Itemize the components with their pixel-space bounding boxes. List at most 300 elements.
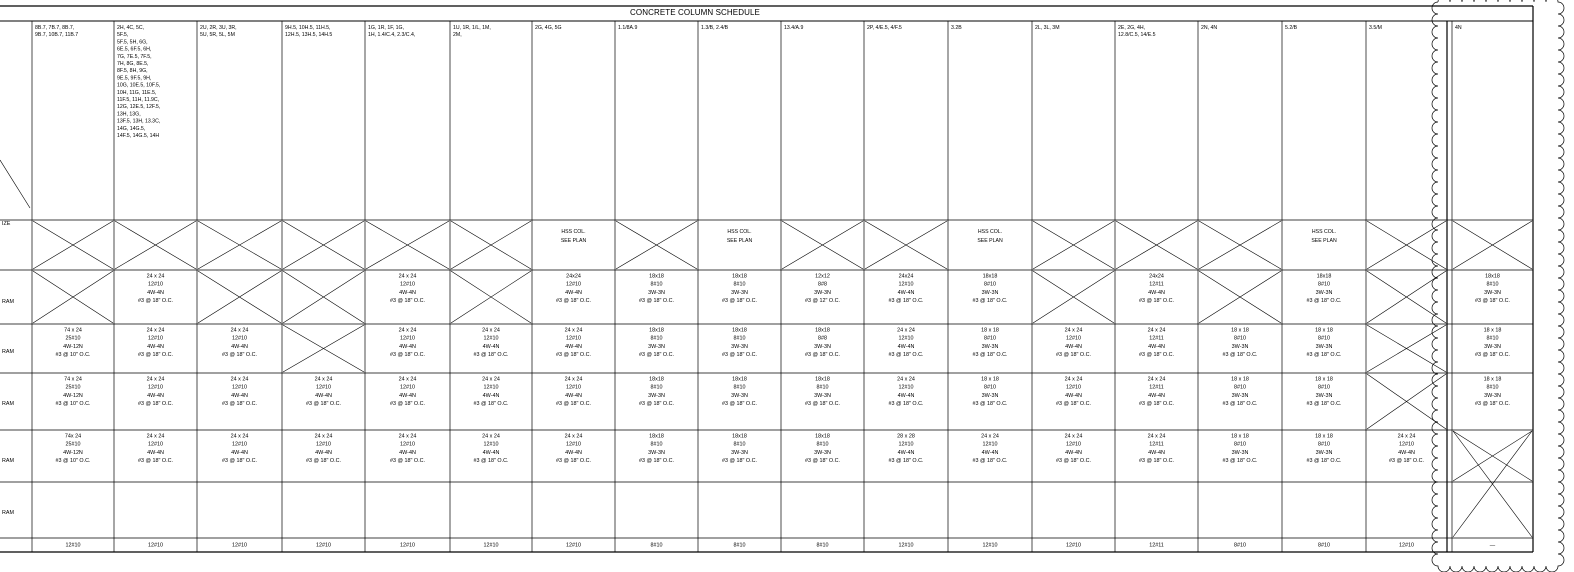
column-mark-label: 9E.5, 9F.5, 9H, <box>117 75 152 82</box>
reinforcement-spec: 18x18 <box>815 433 830 440</box>
reinforcement-spec: 8#10 <box>1318 441 1330 448</box>
reinforcement-spec: 12#10 <box>1066 384 1081 391</box>
reinforcement-spec: #3 @ 18" O.C. <box>888 352 924 359</box>
column-mark-label: 2G, 4G, 5G <box>535 25 562 31</box>
base-bar-count: 8#10 <box>1318 542 1330 549</box>
reinforcement-spec: #3 @ 18" O.C. <box>556 458 591 465</box>
reinforcement-spec: 3W-3N <box>814 392 831 399</box>
column-mark-label: 9B.7, 10B.7, 11B.7 <box>35 32 79 39</box>
reinforcement-spec: #3 @ 18" O.C. <box>473 352 509 359</box>
reinforcement-spec: 18x18 <box>1316 273 1332 280</box>
base-bar-count: 12#10 <box>566 542 581 549</box>
column-mark-label: 11F.5, 11H, 11.9C, <box>117 97 160 103</box>
reinforcement-spec: 18 x 18 <box>1231 376 1249 383</box>
reinforcement-spec: #3 @ 18" O.C. <box>972 298 1008 305</box>
reinforcement-spec: #3 @ 18" O.C. <box>138 458 173 465</box>
reinforcement-spec: 18 x 18 <box>1483 327 1502 334</box>
no-column-cross <box>366 221 449 269</box>
reinforcement-spec: #3 @ 18" O.C. <box>1222 352 1258 359</box>
row-label: IZE <box>2 221 11 227</box>
reinforcement-spec: #3 @ 18" O.C. <box>222 458 257 465</box>
reinforcement-spec: #3 @ 18" O.C. <box>1056 458 1091 465</box>
reinforcement-spec: 24 x 24 <box>1147 376 1166 383</box>
reinforcement-spec: 4W-4N <box>1148 392 1165 399</box>
reinforcement-spec: 24 x 24 <box>1064 327 1083 334</box>
no-column-cross <box>283 271 364 323</box>
reinforcement-spec: 3W-3N <box>1315 289 1333 296</box>
size-note: HSS COL. <box>727 229 752 235</box>
reinforcement-spec: 12#11 <box>1149 441 1164 448</box>
reinforcement-spec: 4W-4N <box>897 343 915 350</box>
row-label: RAM <box>2 299 14 305</box>
reinforcement-spec: #3 @ 18" O.C. <box>972 401 1008 408</box>
column-mark-label: 2P, 4/E.5, 4/F.5 <box>867 25 902 31</box>
reinforcement-spec: #3 @ 18" O.C. <box>306 401 341 408</box>
reinforcement-spec: #3 @ 18" O.C. <box>1222 458 1258 465</box>
reinforcement-spec: 8#10 <box>816 384 829 391</box>
reinforcement-spec: #3 @ 10" O.C. <box>55 401 91 408</box>
reinforcement-spec: 12#10 <box>982 441 998 448</box>
reinforcement-spec: 4W-4N <box>399 343 416 350</box>
column-mark-label: 14F.5, 14G.5, 14H <box>117 133 160 139</box>
no-column-cross <box>1453 431 1532 481</box>
reinforcement-spec: 4W-4N <box>565 289 582 296</box>
reinforcement-spec: 25#10 <box>65 441 81 448</box>
reinforcement-spec: 12#11 <box>1149 384 1164 391</box>
reinforcement-spec: 4W-4N <box>399 449 416 456</box>
base-bar-count: 12#10 <box>483 542 499 549</box>
reinforcement-spec: 24 x 24 <box>482 327 500 334</box>
reinforcement-spec: 12#10 <box>566 441 581 448</box>
size-note: SEE PLAN <box>726 238 753 244</box>
no-column-cross <box>115 221 196 269</box>
reinforcement-spec: 18x18 <box>1485 273 1500 280</box>
reinforcement-spec: #3 @ 18" O.C. <box>1475 298 1510 305</box>
reinforcement-spec: 3W-3N <box>981 392 999 399</box>
column-mark-label: 2U, 2R, 3U, 3R, <box>200 25 237 31</box>
base-bar-count: 12#11 <box>1149 542 1164 549</box>
reinforcement-spec: 8#10 <box>816 441 829 448</box>
row-label: RAM <box>2 349 14 355</box>
reinforcement-spec: 24 x 24 <box>314 433 333 440</box>
reinforcement-spec: 8#10 <box>650 281 663 288</box>
reinforcement-spec: 8#10 <box>1234 441 1246 448</box>
no-column-cross <box>283 325 364 372</box>
reinforcement-spec: 24x24 <box>1149 273 1164 280</box>
reinforcement-spec: #3 @ 18" O.C. <box>1306 298 1342 305</box>
size-note: SEE PLAN <box>1311 238 1337 244</box>
reinforcement-spec: #3 @ 18" O.C. <box>556 352 591 359</box>
reinforcement-spec: 8#10 <box>1486 281 1499 288</box>
reinforcement-spec: 12#10 <box>148 441 163 448</box>
base-bar-count: — <box>1489 542 1496 549</box>
reinforcement-spec: #3 @ 18" O.C. <box>639 458 674 465</box>
reinforcement-spec: #3 @ 18" O.C. <box>722 401 757 408</box>
reinforcement-spec: 4W-12N <box>63 449 83 456</box>
reinforcement-spec: 24 x 24 <box>398 273 417 280</box>
reinforcement-spec: 4W-4N <box>399 289 416 296</box>
reinforcement-spec: 24 x 24 <box>482 433 500 440</box>
no-column-cross <box>1033 221 1114 269</box>
reinforcement-spec: 24 x 24 <box>146 433 165 440</box>
reinforcement-spec: 3W-3N <box>1484 392 1501 399</box>
reinforcement-spec: #3 @ 18" O.C. <box>390 298 425 305</box>
reinforcement-spec: 24 x 24 <box>1064 376 1083 383</box>
reinforcement-spec: #3 @ 18" O.C. <box>639 352 674 359</box>
reinforcement-spec: #3 @ 18" O.C. <box>1139 458 1174 465</box>
column-mark-label: 13F.5, 13H, 13.3C, <box>117 118 161 125</box>
reinforcement-spec: 24 x 24 <box>1397 433 1416 440</box>
reinforcement-spec: 12#10 <box>898 281 914 288</box>
reinforcement-spec: 4W-4N <box>482 449 500 456</box>
reinforcement-spec: 8#10 <box>650 335 663 342</box>
reinforcement-spec: 12x12 <box>815 273 830 280</box>
no-column-cross <box>1199 221 1281 269</box>
reinforcement-spec: 18x18 <box>732 273 747 280</box>
base-bar-count: 12#10 <box>316 542 331 549</box>
reinforcement-spec: 4W-4N <box>399 392 416 399</box>
reinforcement-spec: 3W-3N <box>1231 343 1249 350</box>
reinforcement-spec: #3 @ 18" O.C. <box>1389 458 1424 465</box>
column-mark-label: 1.3/B, 2.4/B <box>701 25 729 31</box>
reinforcement-spec: 18 x 18 <box>1483 376 1502 383</box>
reinforcement-spec: 4W-4N <box>565 392 582 399</box>
reinforcement-spec: 18x18 <box>649 273 664 280</box>
schedule-grid-lines <box>0 6 1533 552</box>
reinforcement-spec: #3 @ 18" O.C. <box>1056 401 1091 408</box>
reinforcement-spec: #3 @ 18" O.C. <box>639 298 674 305</box>
reinforcement-spec: 12#11 <box>1149 335 1164 342</box>
reinforcement-spec: 24 x 24 <box>146 327 165 334</box>
reinforcement-spec: 8#10 <box>1234 384 1246 391</box>
reinforcement-spec: #3 @ 18" O.C. <box>1306 352 1342 359</box>
reinforcement-spec: 18 x 18 <box>1231 327 1249 334</box>
reinforcement-spec: 18x18 <box>815 376 830 383</box>
reinforcement-spec: 4W-4N <box>1065 343 1082 350</box>
reinforcement-spec: 74x 24 <box>64 433 82 440</box>
reinforcement-spec: #3 @ 18" O.C. <box>390 458 425 465</box>
reinforcement-spec: #3 @ 18" O.C. <box>473 458 509 465</box>
reinforcement-spec: #3 @ 18" O.C. <box>1056 352 1091 359</box>
reinforcement-spec: 3W-3N <box>1315 449 1333 456</box>
header-corner-diagonal <box>0 160 30 208</box>
reinforcement-spec: 24 x 24 <box>230 376 249 383</box>
reinforcement-spec: 12#10 <box>148 281 163 288</box>
column-mark-label: 9H.5, 10H.5, 11H.5, <box>285 25 331 31</box>
reinforcement-spec: 3W-3N <box>648 392 665 399</box>
no-column-cross <box>1033 271 1114 323</box>
reinforcement-spec: 18 x 18 <box>1231 433 1249 440</box>
reinforcement-spec: 12#10 <box>483 441 499 448</box>
reinforcement-spec: 8#10 <box>1234 335 1246 342</box>
no-column-cross <box>33 221 113 269</box>
reinforcement-spec: 24 x 24 <box>398 433 417 440</box>
reinforcement-spec: 18 x 18 <box>1315 433 1333 440</box>
reinforcement-spec: 12#10 <box>148 384 163 391</box>
reinforcement-spec: 4W-4N <box>897 392 915 399</box>
no-column-cross <box>782 221 863 269</box>
no-column-cross <box>1199 271 1281 323</box>
reinforcement-spec: 4W-4N <box>482 392 500 399</box>
size-note: HSS COL. <box>1311 229 1337 235</box>
no-column-cross <box>616 221 697 269</box>
row-label: RAM <box>2 510 14 516</box>
reinforcement-spec: 4W-4N <box>231 392 248 399</box>
column-mark-label: 2M, <box>453 32 462 39</box>
reinforcement-spec: 8#10 <box>984 384 996 391</box>
reinforcement-spec: 3W-3N <box>648 343 665 350</box>
column-mark-label: 7G, 7E.5, 7F.5, <box>117 53 152 60</box>
reinforcement-spec: 4W-12N <box>63 343 83 350</box>
reinforcement-spec: 18x18 <box>732 433 747 440</box>
reinforcement-spec: 4W-4N <box>1148 343 1165 350</box>
reinforcement-spec: 18x18 <box>732 376 747 383</box>
reinforcement-spec: #3 @ 18" O.C. <box>306 458 341 465</box>
reinforcement-spec: #3 @ 18" O.C. <box>138 298 173 305</box>
reinforcement-spec: 28 x 28 <box>897 433 915 440</box>
reinforcement-spec: #3 @ 18" O.C. <box>390 352 425 359</box>
base-bar-count: 8#10 <box>1234 542 1246 549</box>
reinforcement-spec: 18 x 18 <box>1315 327 1333 334</box>
reinforcement-spec: 4W-4N <box>897 449 915 456</box>
reinforcement-spec: 3W-3N <box>1231 392 1249 399</box>
reinforcement-spec: 4W-4N <box>1065 449 1082 456</box>
no-column-cross <box>451 221 531 269</box>
reinforcement-spec: 8#10 <box>733 384 746 391</box>
reinforcement-spec: 24 x 24 <box>564 433 583 440</box>
column-mark-label: 13.4/A.9 <box>784 25 804 31</box>
schedule-title: CONCRETE COLUMN SCHEDULE <box>630 8 760 17</box>
reinforcement-spec: 3W-3N <box>731 343 748 350</box>
reinforcement-spec: 12#10 <box>148 335 163 342</box>
reinforcement-spec: 4W-4N <box>981 449 999 456</box>
no-column-cross <box>198 271 281 323</box>
base-bar-count: 12#10 <box>1399 542 1414 549</box>
reinforcement-spec: 8#10 <box>1318 384 1330 391</box>
reinforcement-spec: 4W-4N <box>315 449 332 456</box>
reinforcement-spec: 3W-3N <box>731 449 748 456</box>
column-mark-label: 14G, 14G.5, <box>117 125 146 132</box>
column-mark-label: 3.5/M <box>1369 25 1382 31</box>
schedule-text-layer <box>2 25 1510 549</box>
reinforcement-spec: 18x18 <box>649 433 664 440</box>
reinforcement-spec: #3 @ 18" O.C. <box>722 458 757 465</box>
reinforcement-spec: 8#10 <box>733 441 746 448</box>
base-bar-count: 8#10 <box>650 542 663 549</box>
reinforcement-spec: 12#10 <box>898 384 914 391</box>
reinforcement-spec: 3W-3N <box>814 343 831 350</box>
reinforcement-spec: 18x18 <box>815 327 830 334</box>
reinforcement-spec: #3 @ 18" O.C. <box>972 458 1008 465</box>
reinforcement-spec: 18 x 18 <box>981 376 999 383</box>
reinforcement-spec: 24 x 24 <box>564 327 583 334</box>
reinforcement-spec: 8#10 <box>733 281 746 288</box>
reinforcement-spec: 12#10 <box>1066 441 1081 448</box>
no-column-cross <box>33 271 113 323</box>
reinforcement-spec: 12#10 <box>566 281 581 288</box>
reinforcement-spec: #3 @ 18" O.C. <box>722 352 757 359</box>
reinforcement-spec: 8#10 <box>650 441 663 448</box>
reinforcement-spec: 24 x 24 <box>398 327 417 334</box>
row-label: RAM <box>2 401 14 407</box>
column-mark-label: 10G, 10E.5, 10F.5, <box>117 82 161 89</box>
reinforcement-spec: 3W-3N <box>1484 343 1501 350</box>
base-bar-count: 8#10 <box>733 542 746 549</box>
base-bar-count: 12#10 <box>1066 542 1081 549</box>
reinforcement-spec: 8#10 <box>984 335 996 342</box>
reinforcement-spec: 8#10 <box>1318 281 1330 288</box>
reinforcement-spec: 4W-4N <box>565 343 582 350</box>
reinforcement-spec: 24 x 24 <box>230 327 249 334</box>
reinforcement-spec: #3 @ 18" O.C. <box>1139 401 1174 408</box>
reinforcement-spec: #3 @ 10" O.C. <box>55 352 91 359</box>
reinforcement-spec: #3 @ 18" O.C. <box>473 401 509 408</box>
reinforcement-spec: 3W-3N <box>814 289 831 296</box>
column-mark-label: 8F.5, 8H, 9G, <box>117 68 148 75</box>
size-note: SEE PLAN <box>560 238 587 244</box>
reinforcement-spec: 18x18 <box>649 327 664 334</box>
reinforcement-spec: 12#10 <box>483 335 499 342</box>
reinforcement-spec: #3 @ 18" O.C. <box>805 352 840 359</box>
reinforcement-spec: 8#10 <box>1486 335 1499 342</box>
reinforcement-spec: #3 @ 18" O.C. <box>138 401 173 408</box>
column-mark-label: 2E, 2G, 4H, <box>1118 25 1146 31</box>
reinforcement-spec: 3W-3N <box>731 289 748 296</box>
reinforcement-spec: 4W-4N <box>897 289 915 296</box>
reinforcement-spec: #3 @ 18" O.C. <box>556 298 591 305</box>
column-mark-label: 5F.5, 5H, 6G, <box>117 39 148 46</box>
reinforcement-spec: 12#10 <box>232 441 247 448</box>
reinforcement-spec: 3W-3N <box>648 449 665 456</box>
reinforcement-spec: #3 @ 18" O.C. <box>1139 298 1174 305</box>
column-mark-label: 4N <box>1455 25 1462 31</box>
column-mark-label: 1H, 1.4/C.4, 2.3/C.4, <box>368 32 416 39</box>
no-column-cross <box>865 221 947 269</box>
reinforcement-spec: #3 @ 18" O.C. <box>556 401 591 408</box>
reinforcement-spec: 3W-3N <box>1315 343 1333 350</box>
reinforcement-spec: 12#10 <box>400 384 415 391</box>
column-mark-label: 6E.5, 6F.5, 6H, <box>117 46 152 53</box>
reinforcement-spec: 3W-3N <box>1231 449 1249 456</box>
reinforcement-spec: 18 x 18 <box>981 327 999 334</box>
reinforcement-spec: 12#10 <box>566 384 581 391</box>
reinforcement-spec: 4W-4N <box>147 289 164 296</box>
reinforcement-spec: #3 @ 18" O.C. <box>222 401 257 408</box>
reinforcement-spec: 12#10 <box>232 335 247 342</box>
reinforcement-spec: 24 x 24 <box>314 376 333 383</box>
reinforcement-spec: 74 x 24 <box>64 327 82 334</box>
reinforcement-spec: 4W-4N <box>147 343 164 350</box>
reinforcement-spec: #3 @ 18" O.C. <box>1475 352 1510 359</box>
column-mark-label: 2N, 4N <box>1201 25 1218 31</box>
column-mark-label: 5.2/B <box>1285 25 1298 31</box>
reinforcement-spec: 4W-4N <box>147 449 164 456</box>
base-bar-count: 8#10 <box>816 542 829 549</box>
no-column-cross <box>283 221 364 269</box>
reinforcement-spec: 12#10 <box>232 384 247 391</box>
column-mark-label: 5U, 5R, 5L, 5M <box>200 32 235 39</box>
base-bar-count: 12#10 <box>898 542 914 549</box>
reinforcement-spec: 24x24 <box>898 273 914 280</box>
column-mark-label: 5F.5, <box>117 32 129 39</box>
reinforcement-spec: 4W-4N <box>147 392 164 399</box>
no-column-cross <box>1453 431 1532 537</box>
reinforcement-spec: 12#11 <box>1149 281 1164 288</box>
reinforcement-spec: #3 @ 18" O.C. <box>805 458 840 465</box>
reinforcement-spec: 12#10 <box>1066 335 1081 342</box>
reinforcement-spec: #3 @ 18" O.C. <box>888 298 924 305</box>
reinforcement-spec: #3 @ 18" O.C. <box>138 352 173 359</box>
reinforcement-spec: 24 x 24 <box>564 376 583 383</box>
reinforcement-spec: 25#10 <box>65 335 81 342</box>
reinforcement-spec: 3W-3N <box>981 289 999 296</box>
base-bar-count: 12#10 <box>65 542 81 549</box>
reinforcement-spec: 25#10 <box>65 384 81 391</box>
reinforcement-spec: #3 @ 12" O.C. <box>805 298 840 305</box>
reinforcement-spec: 3W-3N <box>1315 392 1333 399</box>
no-column-cross <box>451 271 531 323</box>
reinforcement-spec: 4W-12N <box>63 392 83 399</box>
column-mark-label: 12G, 12E.5, 12F.5, <box>117 104 161 111</box>
size-note: HSS COL. <box>561 229 586 235</box>
reinforcement-spec: #3 @ 18" O.C. <box>888 458 924 465</box>
no-column-cross <box>1453 221 1532 269</box>
reinforcement-spec: #3 @ 18" O.C. <box>390 401 425 408</box>
column-mark-label: 12H.5, 13H.5, 14H.5 <box>285 32 333 39</box>
reinforcement-spec: #3 @ 18" O.C. <box>1222 401 1258 408</box>
reinforcement-spec: 3W-3N <box>1484 289 1501 296</box>
reinforcement-spec: 4W-4N <box>231 449 248 456</box>
column-mark-label: 12.8/C.5, 14/E.5 <box>1118 32 1156 39</box>
reinforcement-spec: 24 x 24 <box>1064 433 1083 440</box>
reinforcement-spec: #3 @ 18" O.C. <box>639 401 674 408</box>
size-note: HSS COL. <box>977 229 1003 235</box>
reinforcement-spec: #3 @ 18" O.C. <box>222 352 257 359</box>
reinforcement-spec: 12#10 <box>1399 441 1414 448</box>
reinforcement-spec: 8#8 <box>818 335 827 342</box>
reinforcement-spec: 24 x 24 <box>1147 327 1166 334</box>
column-mark-label: 2L, 3L, 3M <box>1035 25 1060 31</box>
reinforcement-spec: 4W-4N <box>1148 449 1165 456</box>
reinforcement-spec: 8#10 <box>650 384 663 391</box>
reinforcement-spec: 12#10 <box>483 384 499 391</box>
reinforcement-spec: #3 @ 18" O.C. <box>888 401 924 408</box>
reinforcement-spec: 24 x 24 <box>146 273 165 280</box>
reinforcement-spec: 24 x 24 <box>230 433 249 440</box>
reinforcement-spec: 12#10 <box>898 335 914 342</box>
reinforcement-spec: 8#10 <box>1318 335 1330 342</box>
row-label: RAM <box>2 458 14 464</box>
reinforcement-spec: 24 x 24 <box>897 327 915 334</box>
reinforcement-spec: 8#10 <box>984 281 996 288</box>
reinforcement-spec: 12#10 <box>316 384 331 391</box>
reinforcement-spec: 4W-4N <box>1065 392 1082 399</box>
reinforcement-spec: 4W-4N <box>231 343 248 350</box>
reinforcement-spec: 4W-4N <box>1398 449 1415 456</box>
reinforcement-spec: #3 @ 18" O.C. <box>722 298 757 305</box>
reinforcement-spec: #3 @ 18" O.C. <box>805 401 840 408</box>
reinforcement-spec: 8#8 <box>818 281 827 288</box>
no-column-cross <box>198 221 281 269</box>
empty-cell-crosses <box>33 221 1532 537</box>
column-mark-label: 2H, 4C, 5C, <box>117 25 145 31</box>
reinforcement-spec: 12#10 <box>566 335 581 342</box>
column-mark-label: 8B.7, 7B.7, 8B.7, <box>35 25 75 31</box>
column-mark-label: 1U, 1R, 1/L, 1M, <box>453 25 491 31</box>
reinforcement-spec: 24 x 24 <box>146 376 165 383</box>
reinforcement-spec: 24 x 24 <box>482 376 500 383</box>
reinforcement-spec: 74 x 24 <box>64 376 82 383</box>
